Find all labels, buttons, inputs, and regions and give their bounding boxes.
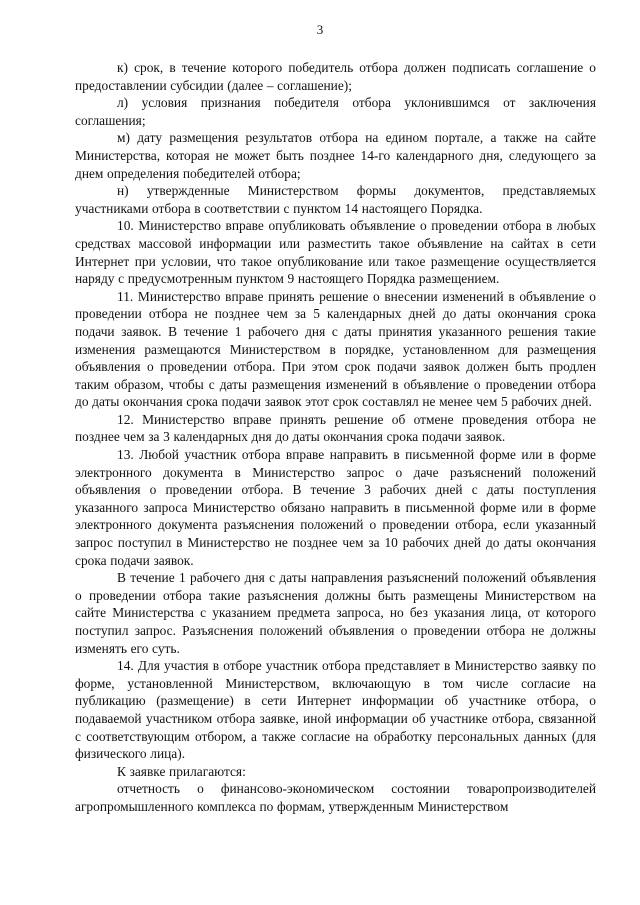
paragraph-12: 12. Министерство вправе принять решение об отмене проведения отбора не позднее чем за 3 календарных дня до даты окончания срока подачи заявок. <box>75 411 596 445</box>
paragraph-11: 11. Министерство вправе принять решение о внесении изменений в объявление о проведении отбора не позднее чем за 5 календарных дней до даты окончания срока подачи заявок. В течение 1 рабочего дня с даты принятия указанного решения такие изменения размещаются Министерством в порядке, установленном для размещения объявления о проведении отбора. При этом срок подачи заявок должен быть продлен таким образом, чтобы с даты размещения изменений в объявление о проведении отбора до даты окончания срока подачи заявок этот срок составлял не менее чем 5 рабочих дней. <box>75 288 596 410</box>
paragraph-k: к) срок, в течение которого победитель отбора должен подписать соглашение о предоставлении субсидии (далее – соглашение); <box>75 60 596 93</box>
paragraph-attachments-intro: К заявке прилагаются: <box>117 763 246 779</box>
paragraph-14: 14. Для участия в отборе участник отбора представляет в Министерство заявку по форме, установленной Министерством, включающую в том числе согласие на публикацию (размещение) в сети Интернет информации об участнике отбора, о подаваемой участником отбора заявке, иной информации об участнике отбора, связанной с соответствующим отбором, а также согласие на обработку персональных данных (для физического лица). <box>75 658 596 762</box>
paragraph-attachment-reporting: отчетность о финансово-экономическом состоянии товаропроизводителей агропромышленного комплекса по формам, утвержденным Министерством <box>75 781 596 814</box>
document-body <box>75 59 596 816</box>
paragraph-13-clarifications: В течение 1 рабочего дня с даты направления разъяснений положений объявления о проведении отбора такие разъяснения должны быть размещены Министерством на сайте Министерства с указанием предмета запроса, но без указания лица, от которого поступил запрос. Разъяснения положений объявления о проведении отбора не должны изменять его суть. <box>75 570 596 656</box>
page-number: 3 <box>316 22 324 37</box>
paragraph-m: м) дату размещения результатов отбора на едином портале, а также на сайте Министерства, которая не может быть позднее 14-го календарного дня, следующего за днем определения победителей отбора; <box>75 130 596 181</box>
paragraph-n: н) утвержденные Министерством формы документов, представляемых участниками отбора в соответствии с пунктом 14 настоящего Порядка. <box>75 183 596 216</box>
paragraph-13: 13. Любой участник отбора вправе направить в письменной форме или в форме электронного документа в Министерство запрос о даче разъяснений положений объявления о проведении отбора. В течение 3 рабочих дней с даты поступления указанного запроса Министерство обязано направить в письменной форме или в форме электронного документа разъяснения положений о проведении отбора, если указанный запрос поступил в Министерство не позднее чем за 10 рабочих дней до даты окончания срока подачи заявок. <box>75 447 596 568</box>
paragraph-10: 10. Министерство вправе опубликовать объявление о проведении отбора в любых средствах массовой информации или разместить такое объявление на сайтах в сети Интернет при условии, что такое опубликование или такое размещение осуществляется наряду с предусмотренным пунктом 9 настоящего Порядка размещением. <box>75 218 596 287</box>
paragraph-l: л) условия признания победителя отбора уклонившимся от заключения соглашения; <box>75 95 596 128</box>
